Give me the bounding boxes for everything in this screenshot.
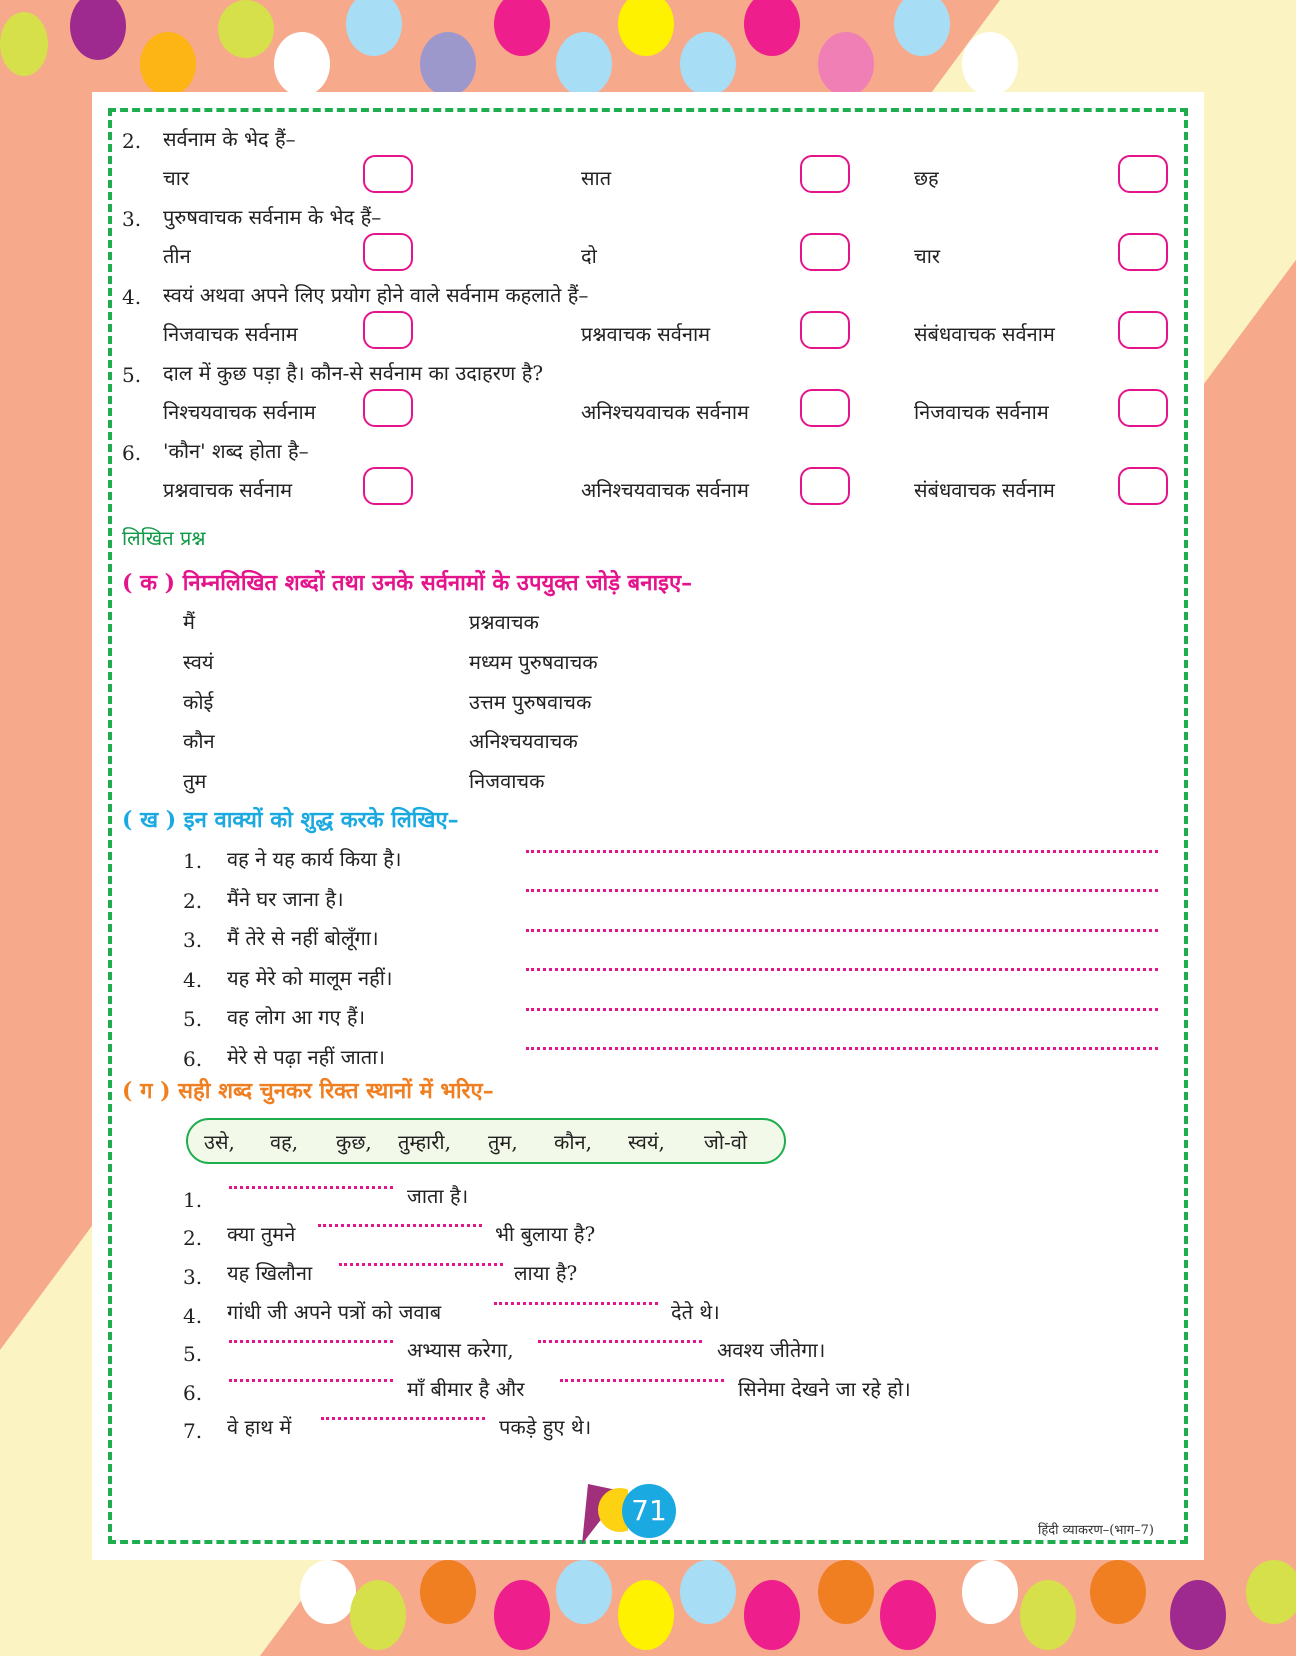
written-questions-heading: लिखित प्रश्न (122, 526, 206, 550)
blank-line[interactable] (229, 1186, 393, 1189)
blank-line[interactable] (560, 1379, 724, 1382)
answer-line[interactable] (526, 889, 1158, 892)
blank-line[interactable] (538, 1340, 702, 1343)
answer-line[interactable] (526, 929, 1158, 932)
match-right-item: निजवाचक (469, 769, 545, 793)
sentence-part: देते थे। (671, 1300, 720, 1324)
sentence-text: वह ने यह कार्य किया है। (227, 847, 402, 871)
answer-checkbox[interactable] (1118, 155, 1168, 193)
sentence-part: क्या तुमने (227, 1222, 296, 1246)
sentence-part: माँ बीमार है और (407, 1377, 525, 1401)
page-number: 71 (622, 1484, 676, 1538)
item-number: 5. (183, 1342, 203, 1366)
answer-checkbox[interactable] (1118, 233, 1168, 271)
sentence-part: लाया है? (514, 1261, 578, 1285)
section-b-title: ( ख ) इन वाक्यों को शुद्ध करके लिखिए– (122, 807, 459, 833)
sentence-text: वह लोग आ गए हैं। (227, 1005, 366, 1029)
question-number: 6. (122, 441, 142, 465)
item-number: 6. (183, 1047, 203, 1071)
word-bank (186, 1118, 786, 1164)
section-a-title: ( क ) निम्नलिखित शब्दों तथा उनके सर्वनामों के उपयुक्त जोड़े बनाइए– (122, 570, 693, 596)
match-left-item: स्वयं (183, 650, 214, 674)
option-label: दो (581, 244, 597, 268)
sentence-part: गांधी जी अपने पत्रों को जवाब (227, 1300, 442, 1324)
blank-line[interactable] (229, 1379, 393, 1382)
match-right-item: मध्यम पुरुषवाचक (469, 650, 598, 674)
item-number: 4. (183, 968, 203, 992)
sentence-part: भी बुलाया है? (495, 1222, 596, 1246)
answer-checkbox[interactable] (1118, 467, 1168, 505)
question-text: पुरुषवाचक सर्वनाम के भेद हैं– (163, 205, 382, 229)
sentence-part: यह खिलौना (227, 1261, 313, 1285)
answer-checkbox[interactable] (363, 155, 413, 193)
ribbon-icon (578, 1484, 628, 1544)
answer-line[interactable] (526, 850, 1158, 853)
answer-checkbox[interactable] (363, 389, 413, 427)
answer-checkbox[interactable] (800, 155, 850, 193)
blank-line[interactable] (339, 1263, 503, 1266)
option-label: तीन (163, 244, 191, 268)
item-number: 3. (183, 1265, 203, 1289)
question-text: स्वयं अथवा अपने लिए प्रयोग होने वाले सर्वनाम कहलाते हैं– (163, 283, 589, 307)
section-c-title: ( ग ) सही शब्द चुनकर रिक्त स्थानों में भरिए– (122, 1078, 494, 1104)
sentence-part: अभ्यास करेगा, (407, 1338, 514, 1362)
sentence-part: जाता है। (407, 1184, 469, 1208)
word-bank-word: जो-वो (704, 1130, 748, 1154)
word-bank-word: कुछ, (336, 1130, 372, 1154)
sentence-text: मैं तेरे से नहीं बोलूँगा। (227, 926, 379, 950)
option-label: प्रश्नवाचक सर्वनाम (581, 322, 711, 346)
item-number: 3. (183, 928, 203, 952)
answer-checkbox[interactable] (800, 233, 850, 271)
sentence-part: पकड़े हुए थे। (499, 1415, 592, 1439)
match-left-item: मैं (183, 610, 195, 634)
answer-checkbox[interactable] (800, 389, 850, 427)
word-bank-word: तुम, (488, 1130, 518, 1154)
question-number: 5. (122, 363, 142, 387)
word-bank-word: उसे, (204, 1130, 235, 1154)
word-bank-word: वह, (270, 1130, 299, 1154)
item-number: 5. (183, 1007, 203, 1031)
match-right-item: उत्तम पुरुषवाचक (469, 690, 592, 714)
sentence-part: सिनेमा देखने जा रहे हो। (738, 1377, 911, 1401)
option-label: अनिश्चयवाचक सर्वनाम (581, 400, 749, 424)
answer-line[interactable] (526, 968, 1158, 971)
question-text: सर्वनाम के भेद हैं– (163, 127, 296, 151)
question-number: 2. (122, 129, 142, 153)
option-label: प्रश्नवाचक सर्वनाम (163, 478, 293, 502)
answer-line[interactable] (526, 1047, 1158, 1050)
item-number: 7. (183, 1419, 203, 1443)
match-right-item: अनिश्चयवाचक (469, 729, 578, 753)
sentence-part: वे हाथ में (227, 1415, 292, 1439)
item-number: 6. (183, 1381, 203, 1405)
question-text: 'कौन' शब्द होता है– (163, 439, 309, 463)
option-label: संबंधवाचक सर्वनाम (914, 478, 1055, 502)
answer-checkbox[interactable] (800, 467, 850, 505)
question-text: दाल में कुछ पड़ा है। कौन-से सर्वनाम का उदाहरण है? (163, 361, 544, 385)
item-number: 2. (183, 889, 203, 913)
option-label: चार (914, 244, 941, 268)
answer-checkbox[interactable] (363, 467, 413, 505)
option-label: अनिश्चयवाचक सर्वनाम (581, 478, 749, 502)
match-right-item: प्रश्नवाचक (469, 610, 539, 634)
word-bank-word: कौन, (554, 1130, 592, 1154)
answer-checkbox[interactable] (1118, 389, 1168, 427)
option-label: संबंधवाचक सर्वनाम (914, 322, 1055, 346)
option-label: चार (163, 166, 190, 190)
sentence-text: मेरे से पढ़ा नहीं जाता। (227, 1045, 385, 1069)
question-number: 4. (122, 285, 142, 309)
word-bank-word: तुम्हारी, (398, 1130, 451, 1154)
option-label: निजवाचक सर्वनाम (914, 400, 1049, 424)
item-number: 4. (183, 1304, 203, 1328)
sentence-part: अवश्य जीतेगा। (717, 1338, 826, 1362)
question-number: 3. (122, 207, 142, 231)
match-left-item: कोई (183, 690, 214, 714)
word-bank-word: स्वयं, (628, 1130, 665, 1154)
answer-line[interactable] (526, 1008, 1158, 1011)
answer-checkbox[interactable] (363, 233, 413, 271)
option-label: निजवाचक सर्वनाम (163, 322, 298, 346)
blank-line[interactable] (494, 1302, 658, 1305)
blank-line[interactable] (321, 1417, 485, 1420)
answer-checkbox[interactable] (363, 311, 413, 349)
sentence-text: यह मेरे को मालूम नहीं। (227, 966, 393, 990)
answer-checkbox[interactable] (1118, 311, 1168, 349)
item-number: 1. (183, 1188, 203, 1212)
answer-checkbox[interactable] (800, 311, 850, 349)
option-label: सात (581, 166, 612, 190)
item-number: 2. (183, 1226, 203, 1250)
match-left-item: कौन (183, 729, 215, 753)
item-number: 1. (183, 849, 203, 873)
book-footer: हिंदी व्याकरण–(भाग–7) (1038, 1523, 1154, 1538)
blank-line[interactable] (229, 1340, 393, 1343)
blank-line[interactable] (318, 1224, 482, 1227)
option-label: निश्चयवाचक सर्वनाम (163, 400, 316, 424)
sentence-text: मैंने घर जाना है। (227, 887, 344, 911)
option-label: छह (914, 166, 939, 190)
match-left-item: तुम (183, 769, 207, 793)
